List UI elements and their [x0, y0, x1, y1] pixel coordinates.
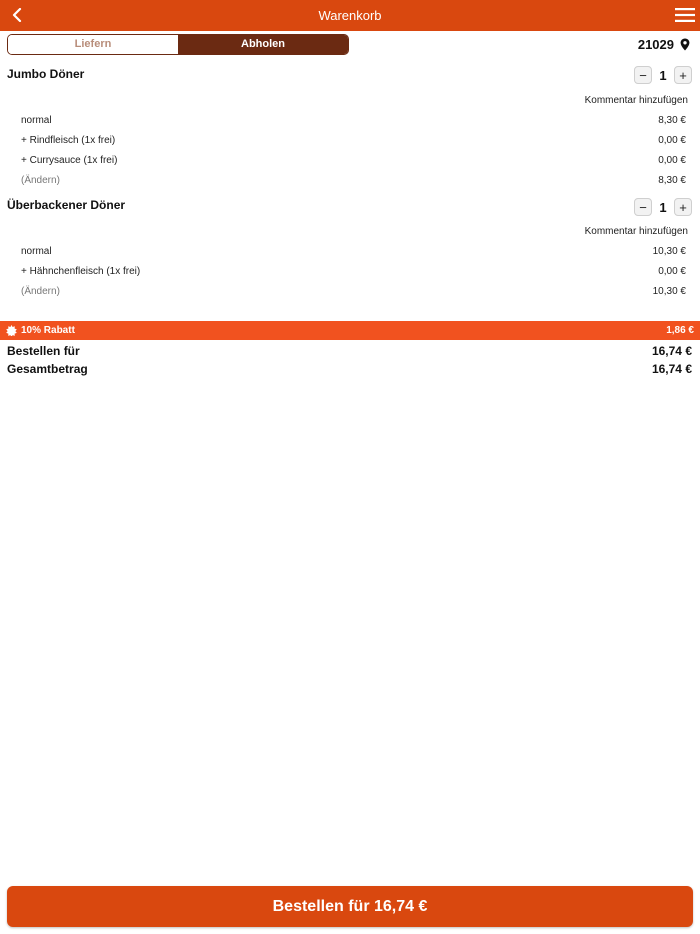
line-item-price: 8,30 € [658, 115, 686, 126]
line-item [21, 175, 686, 186]
quantity-stepper [634, 198, 692, 216]
total-row [7, 362, 692, 376]
line-item [21, 135, 686, 146]
line-item [21, 286, 686, 297]
order-for-label: Bestellen für [7, 344, 80, 358]
line-item [21, 266, 686, 277]
line-item-label: normal [21, 246, 52, 257]
line-item-price: 0,00 € [658, 155, 686, 166]
line-item-label: normal [21, 115, 52, 126]
line-item-label: + Currysauce (1x frei) [21, 155, 118, 166]
decrement-button[interactable]: − [634, 198, 652, 216]
hamburger-menu-icon [675, 8, 695, 22]
line-item [21, 155, 686, 166]
quantity-stepper [634, 66, 692, 84]
delivery-mode-toggle [7, 34, 349, 55]
order-button[interactable]: Bestellen für 16,74 € [7, 886, 693, 927]
quantity-value: 1 [659, 67, 667, 83]
change-link[interactable]: (Ändern) [21, 175, 60, 186]
change-link[interactable]: (Ändern) [21, 286, 60, 297]
line-item-price: 0,00 € [658, 135, 686, 146]
badge-icon [6, 325, 17, 336]
quantity-value: 1 [659, 199, 667, 215]
app-header [0, 0, 700, 31]
cart-item-title: Überbackener Döner [7, 198, 126, 212]
total-value: 16,74 € [651, 362, 692, 376]
increment-button[interactable]: + [674, 66, 692, 84]
discount-label: 10% Rabatt [21, 325, 75, 336]
map-pin-icon [680, 38, 690, 51]
discount-bar [0, 321, 700, 340]
order-for-value: 16,74 € [651, 344, 692, 358]
line-item-label: + Rindfleisch (1x frei) [21, 135, 116, 146]
line-item [21, 115, 686, 126]
tab-liefern[interactable]: Liefern [8, 35, 178, 54]
line-item-price: 8,30 € [658, 175, 686, 186]
location-zip[interactable] [638, 35, 690, 53]
decrement-button[interactable]: − [634, 66, 652, 84]
increment-button[interactable]: + [674, 198, 692, 216]
line-item-label: + Hähnchenfleisch (1x frei) [21, 266, 141, 277]
line-item-price: 10,30 € [652, 286, 686, 297]
line-item-price: 0,00 € [658, 266, 686, 277]
total-label: Gesamtbetrag [7, 362, 88, 376]
page-title: Warenkorb [318, 8, 382, 23]
add-comment-link[interactable]: Kommentar hinzufügen [584, 95, 688, 106]
zip-code: 21029 [637, 36, 674, 52]
add-comment-link[interactable]: Kommentar hinzufügen [584, 226, 688, 237]
line-item-price: 10,30 € [652, 246, 686, 257]
tab-abholen[interactable]: Abholen [178, 35, 348, 54]
line-item [21, 246, 686, 257]
order-for-row [7, 344, 692, 358]
discount-amount: 1,86 € [666, 325, 694, 336]
menu-button[interactable] [674, 5, 696, 25]
cart-item-title: Jumbo Döner [7, 67, 85, 81]
